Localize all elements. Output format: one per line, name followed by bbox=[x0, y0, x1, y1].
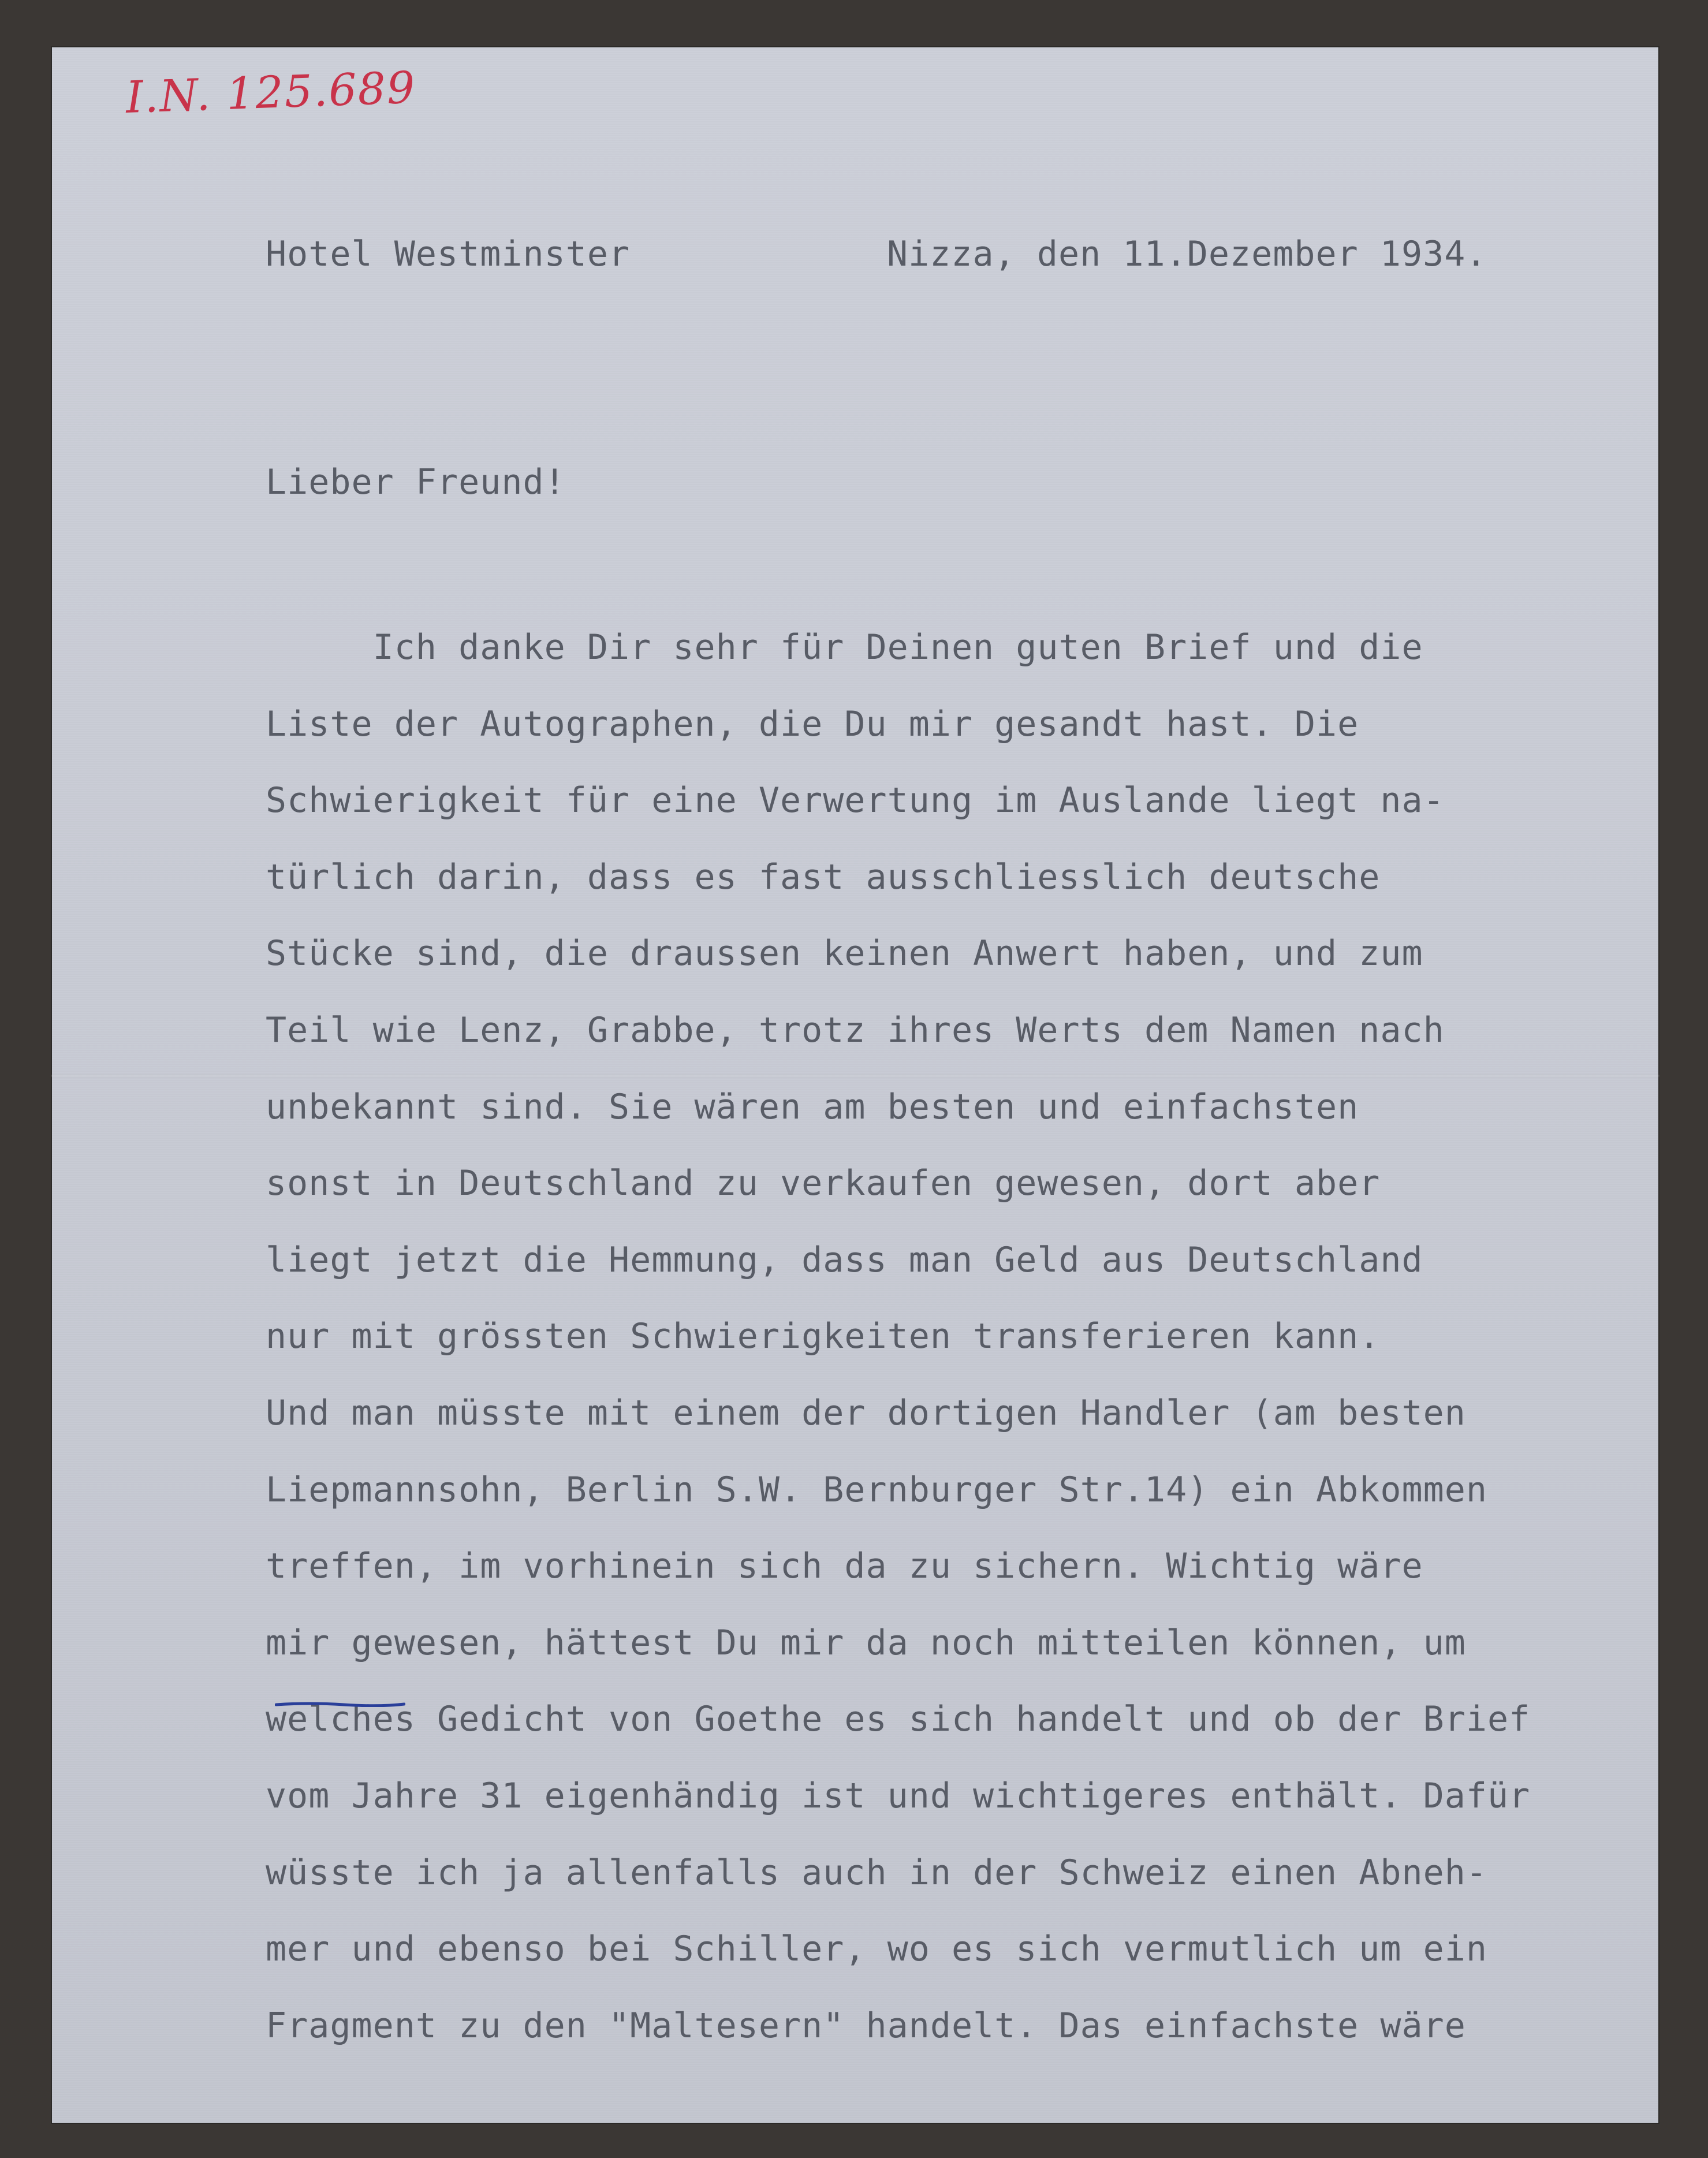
inventory-number: I.N. 125.689 bbox=[125, 61, 417, 123]
body-line: liegt jetzt die Hemmung, dass man Geld aus Deutschland bbox=[266, 1239, 1423, 1280]
sender-address: Hotel Westminster bbox=[266, 234, 631, 274]
body-line: Und man müsste mit einem der dortigen Handler (am besten bbox=[266, 1392, 1466, 1433]
body-line: Ich danke Dir sehr für Deinen guten Brief und die bbox=[266, 627, 1423, 668]
body-line: welches Gedicht von Goethe es sich handelt und ob der Brief bbox=[266, 1699, 1531, 1740]
body-line: nur mit grössten Schwierigkeiten transferieren kann. bbox=[266, 1316, 1381, 1357]
body-line: mir gewesen, hättest Du mir da noch mitteilen können, um bbox=[266, 1622, 1466, 1663]
body-line: unbekannt sind. Sie wären am besten und einfachsten bbox=[266, 1086, 1359, 1127]
letter-sheet bbox=[51, 46, 1659, 2124]
blue-pencil-underline bbox=[275, 1701, 405, 1707]
body-line: türlich darin, dass es fast ausschliesslich deutsche bbox=[266, 856, 1381, 897]
body-line: mer und ebenso bei Schiller, wo es sich vermutlich um ein bbox=[266, 1929, 1488, 1970]
body-line: sonst in Deutschland zu verkaufen gewesen, dort aber bbox=[266, 1163, 1381, 1204]
salutation: Lieber Freund! bbox=[266, 462, 566, 502]
body-line: treffen, im vorhinein sich da zu sichern. Wichtig wäre bbox=[266, 1546, 1423, 1587]
letter-body bbox=[266, 609, 1651, 2064]
body-line: vom Jahre 31 eigenhändig ist und wichtigeres enthält. Dafür bbox=[266, 1775, 1531, 1816]
body-line: Stücke sind, die draussen keinen Anwert haben, und zum bbox=[266, 933, 1423, 974]
body-line: Fragment zu den "Maltesern" handelt. Das einfachste wäre bbox=[266, 2005, 1466, 2046]
body-line: Teil wie Lenz, Grabbe, trotz ihres Werts dem Namen nach bbox=[266, 1009, 1445, 1050]
place-date: Nizza, den 11.Dezember 1934. bbox=[887, 234, 1487, 274]
body-line: wüsste ich ja allenfalls auch in der Schweiz einen Abneh- bbox=[266, 1852, 1488, 1893]
body-line: Liepmannsohn, Berlin S.W. Bernburger Str.14) ein Abkommen bbox=[266, 1469, 1488, 1510]
body-line: Liste der Autographen, die Du mir gesandt hast. Die bbox=[266, 703, 1359, 744]
body-line: Schwierigkeit für eine Verwertung im Auslande liegt na- bbox=[266, 780, 1445, 821]
